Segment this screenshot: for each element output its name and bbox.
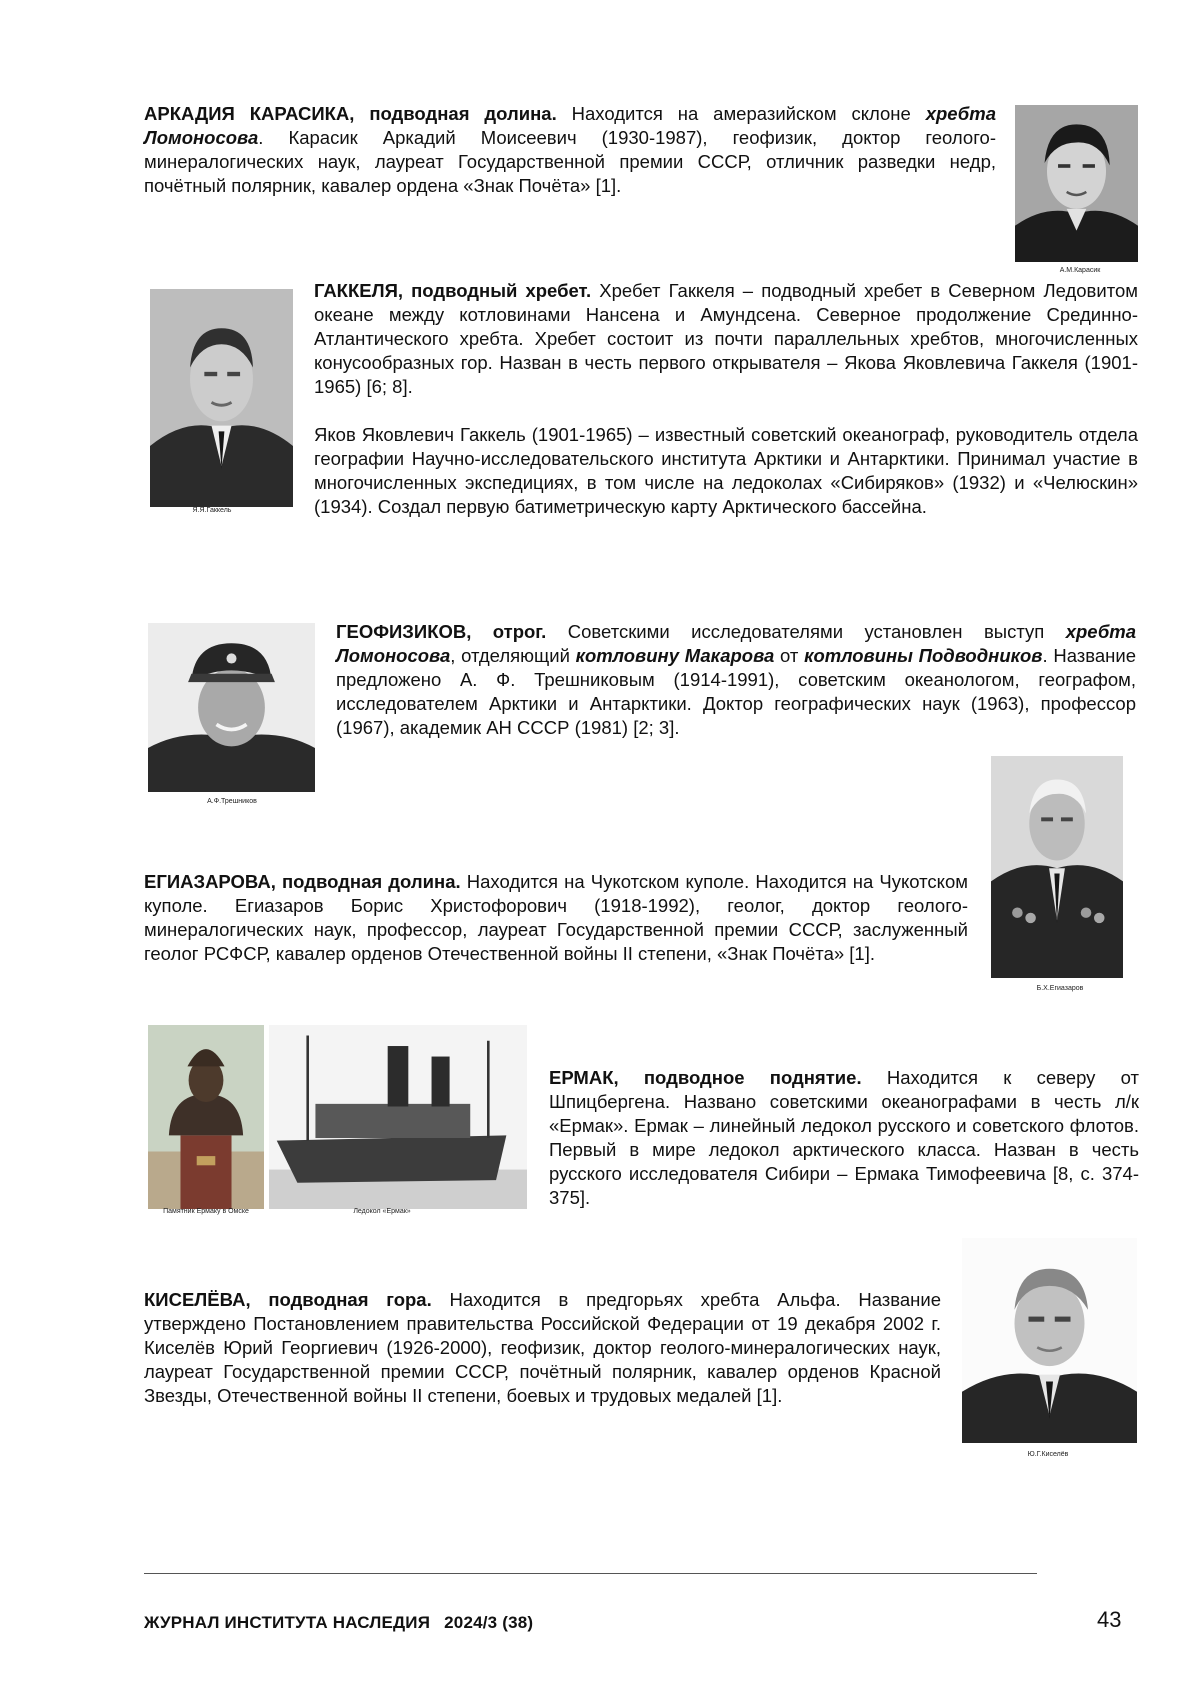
entry-karasik-heading: АРКАДИЯ КАРАСИКА, подводная долина. (144, 103, 557, 124)
portrait-treshnikov (148, 623, 315, 792)
entry-egiazarov: ЕГИАЗАРОВА, подводная долина. Находится на Чукотском куполе. Находится на Чукотском куполе. Егиазаров Борис Христофорович (1918-1992), геолог, доктор геолого-минералогических наук, профессор, лауреат Государственной премии СССР, заслуженный геолог РСФСР, кавалер орденов Отечественной войны II степени, «Знак Почёта» [1]. (144, 871, 968, 964)
entry-gakkel: ГАККЕЛЯ, подводный хребет. Хребет Гаккеля – подводный хребет в Северном Ледовитом океане между котловинами Нансена и Амундсена. Северное продолжение Срединно-Атлантического хребта. Хребет состоит из почти параллельных хребтов, многочисленных конусообразных гор. Назван в честь первого открывателя – Якова Яковлевича Гаккеля (1901-1965) [6; 8]. (314, 280, 1138, 397)
entry-geofizikov: ГЕОФИЗИКОВ, отрог. Советскими исследователями установлен выступ хребта Ломоносова, отделяющий котловину Макарова от котловины Подводников. Название предложено А. Ф. Трешниковым (1914-1991), советским океанологом, географом, исследователем Арктики и Антарктики. Доктор географических наук (1963), профессор (1967), академик АН СССР (1981) [2; 3]. (336, 621, 1137, 738)
caption-egiazarov: Б.Х.Егиазаров (1036, 985, 1084, 992)
caption-karasik: А.М.Карасик (1059, 267, 1101, 274)
entry-egiazarov-heading: ЕГИАЗАРОВА, подводная долина. (144, 871, 461, 892)
entry-ermak-heading: ЕРМАК, подводное поднятие. (549, 1067, 862, 1088)
caption-treshnikov: А.Ф.Трешников (207, 798, 257, 805)
portrait-egiazarov (991, 756, 1123, 978)
caption-gakkel: Я.Я.Гаккель (192, 507, 232, 514)
portrait-karasik (1015, 105, 1138, 262)
journal-title: ЖУРНАЛ ИНСТИТУТА НАСЛЕДИЯ (144, 1613, 431, 1632)
caption-icebreaker-yermak: Ледокол «Ермак» (353, 1208, 411, 1215)
term-link: котловину Макарова (575, 645, 775, 666)
term-link: хребта Ломоносова (144, 103, 996, 148)
term-link: котловины Подводников (804, 645, 1043, 666)
term-link: хребта Ломоносова (336, 621, 1137, 666)
entry-geofizikov-heading: ГЕОФИЗИКОВ, отрог. (336, 621, 547, 642)
entry-karasik: АРКАДИЯ КАРАСИКА, подводная долина. Находится на амеразийском склоне хребта Ломоносова. Карасик Аркадий Моисеевич (1930-1987), геофизик, доктор геолого-минералогических наук, лауреат Государственной премии СССР, отличник разведки недр, почётный полярник, кавалер ордена «Знак Почёта» [1]. (144, 103, 996, 196)
entry-gakkel-biography: Яков Яковлевич Гаккель (1901-1965) – известный советский океанограф, руководитель отдела географии Научно-исследовательского института Арктики и Антарктики. Принимал участие в многочисленных экспедициях, в том числе на ледоколах «Сибиряков» (1932) и «Челюскин» (1934). Создал первую батиметрическую карту Арктического бассейна. (314, 424, 1138, 517)
caption-kiselev: Ю.Г.Киселёв (1027, 1451, 1069, 1458)
page-number: 43 (1097, 1607, 1122, 1632)
entry-gakkel-heading: ГАККЕЛЯ, подводный хребет. (314, 280, 592, 301)
portrait-gakkel (150, 289, 293, 507)
entry-kiselev: КИСЕЛЁВА, подводная гора. Находится в предгорьях хребта Альфа. Название утверждено Постановлением правительства Российской Федерации от 19 декабря 2002 г. Киселёв Юрий Георгиевич (1926-2000), геофизик, доктор геолого-минералогических наук, лауреат Государственной премии СССР, почётный полярник, кавалер орденов Красной Звезды, Отечественной войны II степени, боевых и трудовых медалей [1]. (144, 1289, 942, 1406)
journal-issue: 2024/3 (38) (444, 1613, 534, 1632)
photo-icebreaker-yermak (269, 1025, 527, 1209)
entry-ermak: ЕРМАК, подводное поднятие. Находится к северу от Шпицбергена. Названо советскими океанографами в честь л/к «Ермак». Ермак – линейный ледокол русского и советского флотов. Первый в мире ледокол арктического класса. Назван в честь русского исследователя Сибири – Ермака Тимофеевича [8, с. 374-375]. (549, 1067, 1140, 1208)
entry-kiselev-heading: КИСЕЛЁВА, подводная гора. (144, 1289, 432, 1310)
footer-divider (144, 1573, 1037, 1574)
footer-journal (144, 1613, 533, 1633)
photo-yermak-monument (148, 1025, 264, 1209)
portrait-kiselev (962, 1238, 1137, 1443)
caption-yermak-monument: Памятник Ермаку в Омске (163, 1208, 249, 1215)
